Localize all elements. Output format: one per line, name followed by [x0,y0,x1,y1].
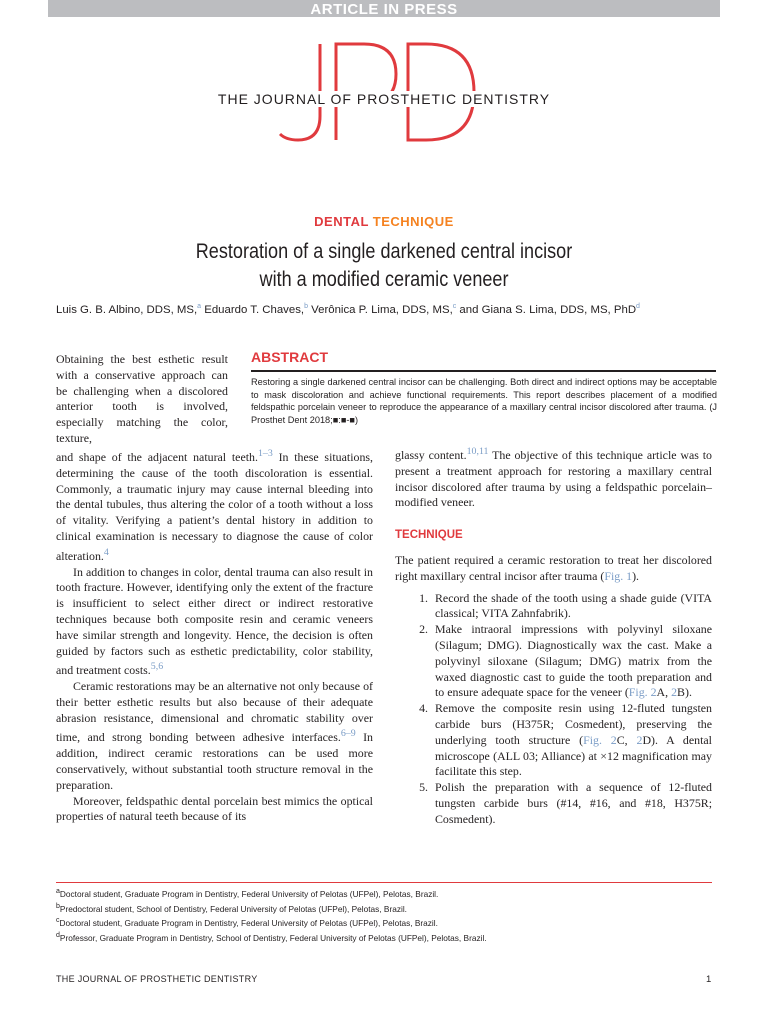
figure-link[interactable]: Fig. 2 [628,685,657,700]
author-name: Eduardo T. Chaves, [201,303,305,316]
article-title [54,238,714,294]
abstract-heading: ABSTRACT [251,349,328,365]
footnote-text: Professor, Graduate Program in Dentistry, School of Dentistry, Federal University of Pelotas (UFPel), Pelotas, Brazil. [59,932,487,943]
citation-link[interactable]: 1–3 [257,448,273,459]
section-label [0,214,768,229]
footnote [56,915,716,930]
journal-name [0,91,768,107]
technique-step [431,701,712,780]
author-name: Luis G. B. Albino, DDS, MS, [56,303,198,316]
text-run: In addition to changes in color, dental trauma can also result in tooth fracture. However, identifying only the extent of the fracture is insufficient to select either direct or indirect restorative techniques because both composite resin and ceramic veneers have similar strength and longevity. Hence, the decision is often guided by factors such as esthetic predictability, color stability, and treatment costs. [56,564,373,678]
text-run: In these situations, determining the cause of the tooth discoloration is essential. Commonly, a traumatic injury may cause internal bleeding into the dental tubules, thus altering the color of a tooth without a loss of vitality. Verifying a patient’s dental history in addition to clinical examination is necessary to diagnose the cause of color alteration. [56,449,373,563]
text-run: C, [616,732,637,747]
technique-steps [395,591,712,828]
text-run: D). A dental microscope (ALL 03; Alliance) at ×12 magnification may facilitate this step. [435,732,712,779]
body-paragraph [395,444,712,511]
text-run: Remove the composite resin using 12-fluted tungsten carbide burs (H375R; Cosmedent), preserving the underlying tooth structure ( [435,701,712,747]
footnote-marker: b [56,902,60,910]
figure-link[interactable]: 2 [636,732,643,747]
footnote [56,886,716,901]
author-list [56,303,716,316]
body-paragraph [395,553,712,585]
footer-journal-name: THE JOURNAL OF PROSTHETIC DENTISTRY [56,974,258,984]
body-paragraph: Moreover, feldspathic dental porcelain best mimics the optical properties of natural teeth because of its [56,793,373,824]
right-column [395,444,712,828]
text-run: glassy content. [395,447,467,462]
body-paragraph [56,565,373,680]
left-column [56,446,373,825]
author-name: Verônica P. Lima, DDS, MS, [307,303,453,316]
footnote-marker: a [56,888,60,895]
section-label-part1: DENTAL [314,214,369,229]
section-label-part2: TECHNIQUE [372,214,454,229]
author-affiliation-link[interactable]: a [197,303,202,310]
intro-paragraph [56,446,373,565]
footnote-text: Predoctoral student, School of Dentistry, Federal University of Pelotas (UFPel), Pelotas, Brazil. [59,903,407,914]
footnote-text: Doctoral student, Graduate Program in Dentistry, Federal University of Pelotas (UFPel), Pelotas, Brazil. [59,917,438,928]
page-number: 1 [706,974,712,985]
citation-link[interactable]: 10,11 [466,446,489,457]
text-run: A, [656,685,672,700]
author-affiliation-link[interactable]: b [304,303,308,310]
article-in-press-banner: ARTICLE IN PRESS [48,0,720,17]
footnote-divider [56,882,712,883]
text-run: B). [677,685,692,700]
author-name: and Giana S. Lima, DDS, MS, PhD [456,303,637,316]
text-run: ). [632,568,640,583]
figure-link[interactable]: Fig. 2 [583,732,617,747]
footnote-marker: c [56,917,60,925]
article-title-line1: Restoration of a single darkened central incisor [195,240,573,263]
technique-heading: TECHNIQUE [395,529,463,542]
text-run: Make intraoral impressions with polyvinyl siloxane (Silagum; DMG). Diagnostically wax the cast. Make a polyvinyl siloxane (Silagum; DMG) matrix from the waxed diagnostic cast to guide the tooth preparation and to ensure adequate space for the veneer ( [435,622,712,700]
body-paragraph [56,679,373,794]
text-run: The objective of this technique article was to present a treatment approach for restoring a maxillary central incisor discolored after trauma by using a feldspathic porcelain–modified veneer. [395,447,712,510]
footnote-text: Doctoral student, Graduate Program in Dentistry, Federal University of Pelotas (UFPel), Pelotas, Brazil. [59,888,439,899]
footnote [56,901,716,916]
abstract-divider [251,370,716,372]
figure-link[interactable]: 2 [671,685,678,700]
technique-step: 5. Polish the preparation with a sequence of 12-fluted tungsten carbide burs (#14, #16, and #18, H375R; Cosmedent). [431,780,712,827]
intro-paragraph-top: Obtaining the best esthetic result with a conservative approach can be challenging when a discolored anterior tooth is involved, especially matching the color, texture, [56,352,228,445]
abstract-text: Restoring a single darkened central incisor can be challenging. Both direct and indirect options may be acceptable to mask discoloration and achieve functional requirements. This report describes placement of a modified feldspathic porcelain veneer to reproduce the appearance of a maxillary central incisor discolored after trauma. (J Prosthet Dent 2018;■:■-■) [251,377,717,425]
footnote-marker: d [56,931,60,939]
footnotes [56,886,716,944]
text-run: Ceramic restorations may be an alternative not only because of their better esthetic results but also because of their adequate abrasion resistance, dimensional and chromatic stability over time, and strong bonding between adhesive interfaces. [56,679,373,745]
text-run: In addition, indirect ceramic restorations can be used more conservatively, without substantial tooth structure removal in the preparation. [56,730,373,792]
author-affiliation-link[interactable]: c [452,303,457,310]
citation-link[interactable]: 5,6 [150,661,164,673]
journal-name-text: THE JOURNAL OF PROSTHETIC DENTISTRY [217,91,551,107]
figure-link[interactable]: Fig. 1 [604,568,633,583]
footnote [56,930,716,945]
technique-step [431,622,712,701]
text-run: The patient required a ceramic restoration to treat her discolored right maxillary central incisor after trauma ( [395,552,712,583]
citation-link[interactable]: 4 [103,546,109,558]
article-title-line2: with a modified ceramic veneer [259,268,509,291]
citation-link[interactable]: 6–9 [340,728,356,740]
text-run: and shape of the adjacent natural teeth. [56,449,258,464]
technique-step: 1. Record the shade of the tooth using a shade guide (VITA classical; VITA Zahnfabrik). [431,591,712,623]
author-affiliation-link[interactable]: d [636,303,640,310]
